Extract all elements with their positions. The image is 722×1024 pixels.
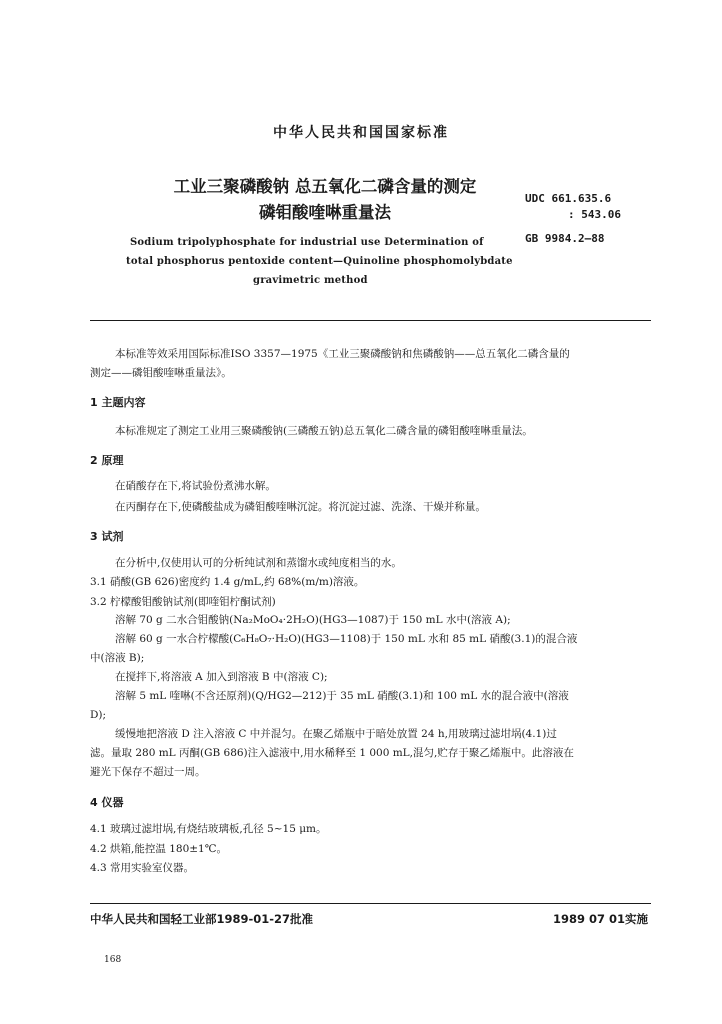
approval-line: 中华人民共和国轻工业部1989-01-27批准 — [90, 912, 314, 926]
section-3-text: 在分析中,仅使用认可的分析纯试剂和蒸馏水或纯度相当的水。 — [115, 557, 402, 569]
issuing-authority: 中华人民共和国国家标准 — [273, 125, 449, 141]
clause-4-3: 4.3 常用实验室仪器。 — [90, 862, 195, 874]
clause-3-2-mixing-line-1: 缓慢地把溶液 D 注入溶液 C 中并混匀。在聚乙烯瓶中于暗处放置 24 h,用玻璃过滤坩埚(4.1)过 — [115, 728, 557, 740]
udc-code-continued: : 543.06 — [568, 208, 621, 221]
section-2-heading: 2 原理 — [90, 454, 124, 467]
clause-3-2: 3.2 柠檬酸钼酸钠试剂(即喹钼柠酮试剂) — [90, 596, 276, 608]
section-1-heading: 1 主题内容 — [90, 396, 146, 409]
english-title-line-1: Sodium tripolyphosphate for industrial use Determination of — [130, 237, 484, 248]
clause-3-2-solution-c: 在搅拌下,将溶液 A 加入到溶液 B 中(溶液 C); — [115, 671, 328, 683]
section-2-line-1: 在硝酸存在下,将试验份煮沸水解。 — [115, 480, 276, 492]
section-2-line-2: 在丙酮存在下,使磷酸盐成为磷钼酸喹啉沉淀。将沉淀过滤、洗涤、干燥并称量。 — [115, 501, 486, 513]
clause-4-1: 4.1 玻璃过滤坩埚,有烧结玻璃板,孔径 5~15 μm。 — [90, 823, 327, 835]
clause-3-2-solution-d-line-2: D); — [90, 709, 107, 721]
clause-3-2-mixing-line-2: 滤。量取 280 mL 丙酮(GB 686)注入滤液中,用水稀释至 1 000 mL,混匀,贮存于聚乙烯瓶中。此溶液在 — [90, 747, 574, 759]
english-title-line-3: gravimetric method — [253, 275, 368, 286]
clause-3-1: 3.1 硝酸(GB 626)密度约 1.4 g/mL,约 68%(m/m)溶液。 — [90, 576, 365, 588]
footer-divider — [90, 903, 651, 904]
title-line-2: 磷钼酸喹啉重量法 — [259, 203, 391, 222]
clause-4-2: 4.2 烘箱,能控温 180±1℃。 — [90, 843, 227, 855]
section-4-heading: 4 仪器 — [90, 796, 124, 809]
udc-code: UDC 661.635.6 — [525, 192, 612, 205]
clause-3-2-mixing-line-3: 避光下保存不超过一周。 — [90, 766, 206, 778]
section-3-heading: 3 试剂 — [90, 530, 124, 543]
title-line-1: 工业三聚磷酸钠 总五氧化二磷含量的测定 — [173, 177, 477, 196]
header-divider — [90, 320, 651, 321]
clause-3-2-solution-b-line-1: 溶解 60 g 一水合柠檬酸(C₆H₈O₇·H₂O)(HG3—1108)于 150 mL 水和 85 mL 硝酸(3.1)的混合液 — [115, 633, 578, 645]
english-title-line-2: total phosphorus pentoxide content—Quinoline phosphomolybdate — [126, 256, 513, 267]
intro-paragraph-line-2: 测定——磷钼酸喹啉重量法》。 — [90, 367, 232, 379]
intro-paragraph-line-1: 本标准等效采用国际标准ISO 3357—1975《工业三聚磷酸钠和焦磷酸钠——总五氧化二磷含量的 — [115, 348, 570, 360]
clause-3-2-solution-a: 溶解 70 g 二水合钼酸钠(Na₂MoO₄·2H₂O)(HG3—1087)于 150 mL 水中(溶液 A); — [115, 614, 511, 626]
page-number: 168 — [104, 955, 122, 965]
gb-standard-code: GB 9984.2—88 — [525, 232, 605, 245]
effective-date-line: 1989 07 01实施 — [552, 912, 648, 926]
clause-3-2-solution-b-line-2: 中(溶液 B); — [90, 652, 145, 664]
clause-3-2-solution-d-line-1: 溶解 5 mL 喹啉(不含还原剂)(Q/HG2—212)于 35 mL 硝酸(3.1)和 100 mL 水的混合液中(溶液 — [115, 690, 569, 702]
section-1-text: 本标准规定了测定工业用三聚磷酸钠(三磷酸五钠)总五氧化二磷含量的磷钼酸喹啉重量法。 — [115, 425, 533, 437]
